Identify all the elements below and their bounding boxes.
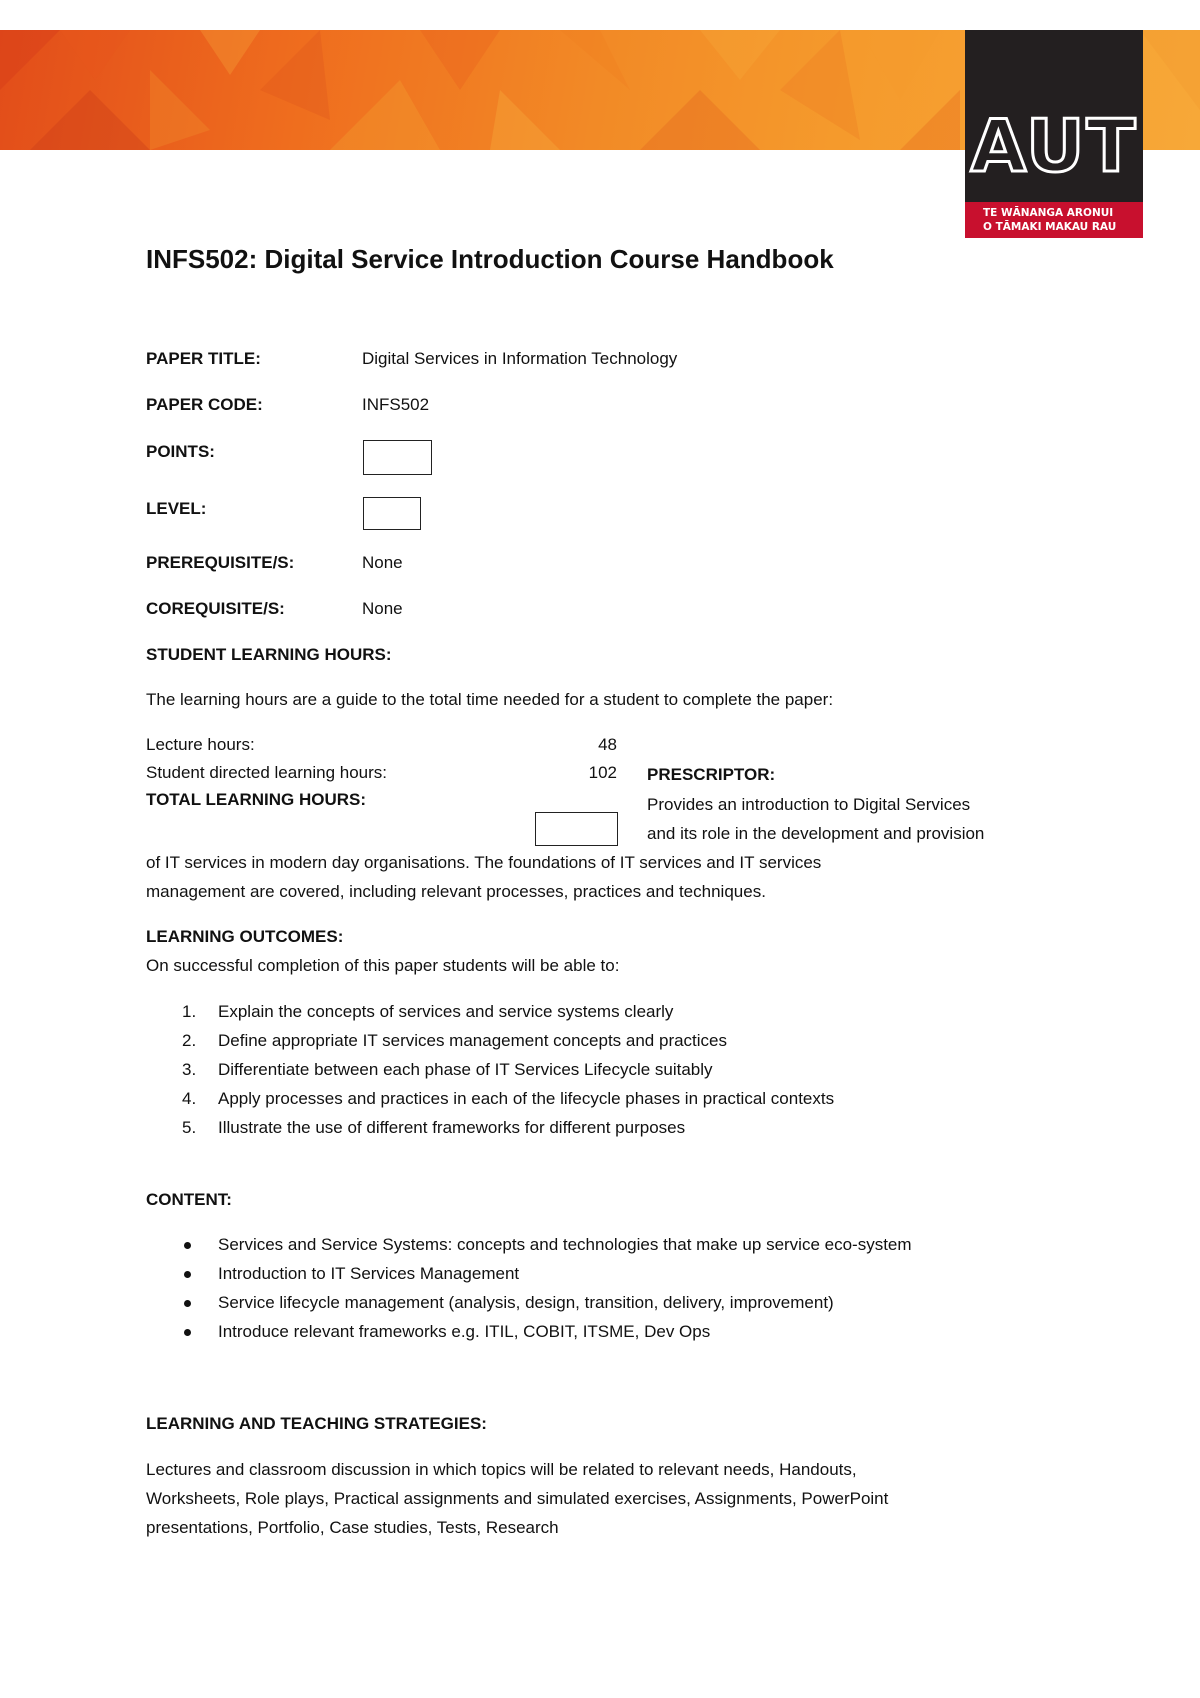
content-item <box>146 1288 912 1317</box>
learning-hours-intro: The learning hours are a guide to the total time needed for a student to complete the paper: <box>146 690 834 709</box>
paper-title-value: Digital Services in Information Technology <box>362 349 678 368</box>
prescriptor-line-2: and its role in the development and provision <box>647 824 985 843</box>
points-box <box>363 440 432 475</box>
outcome-number: 1. <box>182 1002 197 1021</box>
outcome-text: Explain the concepts of services and service systems clearly <box>218 1002 674 1021</box>
outcomes-intro: On successful completion of this paper students will be able to: <box>146 956 620 975</box>
content-item-text: Service lifecycle management (analysis, design, transition, delivery, improvement) <box>218 1293 834 1312</box>
prerequisite-label: PREREQUISITE/S: <box>146 553 295 572</box>
paper-code-value: INFS502 <box>362 395 430 414</box>
outcome-text: Define appropriate IT services management concepts and practices <box>218 1031 728 1050</box>
corequisite-value: None <box>362 599 403 618</box>
prescriptor-line-4: management are covered, including relevant processes, practices and techniques. <box>146 882 766 901</box>
bullet-icon <box>184 1329 191 1336</box>
outcome-item <box>146 1084 834 1113</box>
lecture-hours-value: 48 <box>598 735 617 754</box>
outcome-item <box>146 1026 834 1055</box>
content-item-text: Introduce relevant frameworks e.g. ITIL, COBIT, ITSME, Dev Ops <box>218 1322 711 1341</box>
corequisite-label: COREQUISITE/S: <box>146 599 285 618</box>
logo-tagline-line-1: TE WĀNANGA ARONUI <box>983 207 1114 219</box>
bullet-icon <box>184 1271 191 1278</box>
learning-hours-heading: STUDENT LEARNING HOURS: <box>146 645 392 664</box>
lecture-hours-label: Lecture hours: <box>146 735 255 754</box>
outcome-item <box>146 1055 834 1084</box>
outcome-number: 4. <box>182 1089 197 1108</box>
points-label: POINTS: <box>146 442 215 461</box>
outcome-item <box>146 997 834 1026</box>
document-title: INFS502: Digital Service Introduction Course Handbook <box>146 244 834 274</box>
outcome-text: Illustrate the use of different frameworks for different purposes <box>218 1118 686 1137</box>
prescriptor-line-1: Provides an introduction to Digital Services <box>647 795 971 814</box>
content-list <box>146 1230 912 1346</box>
outcome-number: 2. <box>182 1031 197 1050</box>
logo-tagline <box>965 202 1143 238</box>
strategies-line-2: Worksheets, Role plays, Practical assignments and simulated exercises, Assignments, PowerPoint <box>146 1489 889 1508</box>
strategies-heading: LEARNING AND TEACHING STRATEGIES: <box>146 1414 487 1433</box>
outcomes-list <box>146 997 834 1142</box>
bullet-icon <box>184 1242 191 1249</box>
prescriptor-line-3: of IT services in modern day organisations. The foundations of IT services and IT services <box>146 853 822 872</box>
content-item <box>146 1259 912 1288</box>
paper-title-label: PAPER TITLE: <box>146 349 261 368</box>
content-item-text: Services and Service Systems: concepts and technologies that make up service eco-system <box>218 1235 912 1254</box>
outcome-text: Apply processes and practices in each of the lifecycle phases in practical contexts <box>218 1089 835 1108</box>
outcome-text: Differentiate between each phase of IT Services Lifecycle suitably <box>218 1060 713 1079</box>
total-hours-box <box>535 812 618 846</box>
level-label: LEVEL: <box>146 499 207 518</box>
logo-wordmark: AUT <box>970 104 1138 188</box>
level-box <box>363 497 421 530</box>
paper-code-label: PAPER CODE: <box>146 395 263 414</box>
aut-logo <box>965 30 1143 238</box>
content-item <box>146 1317 912 1346</box>
outcome-item <box>146 1113 834 1142</box>
total-hours-label: TOTAL LEARNING HOURS: <box>146 790 367 809</box>
prerequisite-value: None <box>362 553 403 572</box>
strategies-line-3: presentations, Portfolio, Case studies, Tests, Research <box>146 1518 559 1537</box>
logo-tagline-line-2: O TĀMAKI MAKAU RAU <box>983 221 1117 233</box>
directed-hours-label: Student directed learning hours: <box>146 763 387 782</box>
content-heading: CONTENT: <box>146 1190 232 1209</box>
outcome-number: 5. <box>182 1118 197 1137</box>
directed-hours-value: 102 <box>588 763 617 782</box>
bullet-icon <box>184 1300 191 1307</box>
strategies-line-1: Lectures and classroom discussion in which topics will be related to relevant needs, Handouts, <box>146 1460 857 1479</box>
prescriptor-heading: PRESCRIPTOR: <box>647 765 776 784</box>
outcomes-heading: LEARNING OUTCOMES: <box>146 927 344 946</box>
content-item <box>146 1230 912 1259</box>
outcome-number: 3. <box>182 1060 197 1079</box>
content-item-text: Introduction to IT Services Management <box>218 1264 520 1283</box>
